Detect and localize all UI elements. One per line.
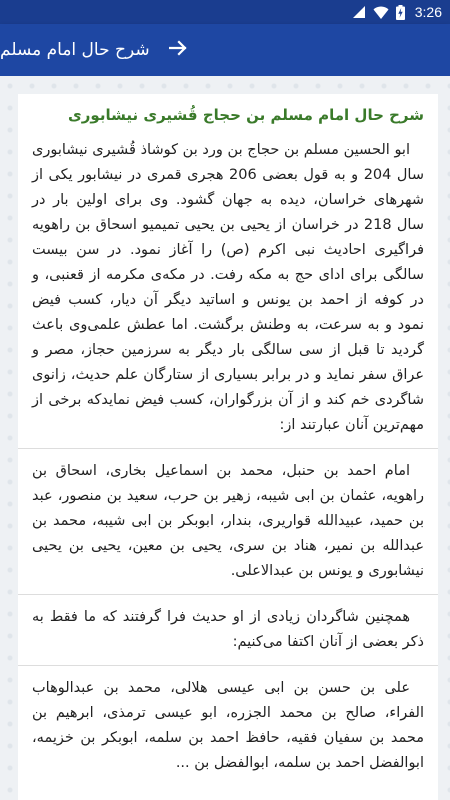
page-title: شرح حال امام مسلم — [0, 40, 150, 60]
article-paragraph: ابو الحسین مسلم بن حجاج بن ورد بن کوشاذ قُشیری نیشابوری سال 204 و به قول بعضی 206 هجری قمری در نیشابور یکی از شهرهای خراسان، دیده به جهان گشود. وی برای اولین بار در سال 218 در خراسان از یحیی بن یحیی تمیمیو اسحاق بن راهویه فراگیری احادیث نبی اکرم (ص) را آغاز نمود. در سن بیست سالگی برای ادای حج به مکه رفت. در مکه‌ی مکرمه از قعنبی، و در کوفه از احمد بن یونس و اساتید دیگر آن دیار، کسب فیض نمود و به سرعت، به وطنش برگشت. اما عطش علمی‌وی باعث گردید تا قبل از سی سالگی بار دیگر به سرزمین حجاز، مصر و عراق سفر نماید و در برابر بسیاری از ستارگان علم حدیث، زانوی شاگردی خم کند و از آن بزرگواران، کسب فیض نمایدکه برخی از مهم‌ترین آنان عبارتند از: — [32, 142, 425, 433]
article-paragraph: امام احمد بن حنبل، محمد بن اسماعیل بخاری، اسحاق بن راهویه، عثمان بن ابی شیبه، زهیر بن حرب، سعید بن منصور، عبد بن حمید، عبیدالله قواریری، بندار، ابوبکر بن ابی شیبه، محمد بن عبدالله بن نمیر، هناد بن سری، یحیی بن معین، یحیی بن یحیی نیشابوری و یونس بن عبدالاعلی. — [32, 463, 424, 579]
status-bar — [0, 0, 450, 24]
app-bar — [0, 24, 450, 76]
arrow-back-icon — [169, 39, 187, 61]
divider — [18, 448, 438, 449]
article-card — [18, 94, 438, 800]
article-heading: شرح حال امام مسلم بن حجاج قُشیری نیشابوری — [68, 106, 424, 124]
article-paragraph: همچنین شاگردان زیادی از او حدیث فرا گرفتند که ما فقط به ذکر بعضی از آنان اکتفا می‌کنیم: — [32, 609, 424, 650]
status-time: 3:26 — [414, 4, 442, 20]
article-paragraph: علی بن حسن بن ابی عیسی هلالی، محمد بن عبدالوهاب الفراء، صالح بن محمد الجزره، ابو عیسی ترمذی، ابرهیم بن محمد بن سفیان فقیه، حافظ احمد بن سلمه، ابوبکر بن خزیمه، ابوالفضل احمد بن سلمه، ابوالفضل بن ... — [32, 680, 424, 771]
divider — [18, 665, 438, 666]
battery-charging-icon — [396, 5, 405, 20]
cell-signal-icon — [352, 5, 366, 19]
wifi-icon — [373, 6, 389, 19]
divider — [18, 594, 438, 595]
back-button[interactable] — [150, 24, 206, 76]
